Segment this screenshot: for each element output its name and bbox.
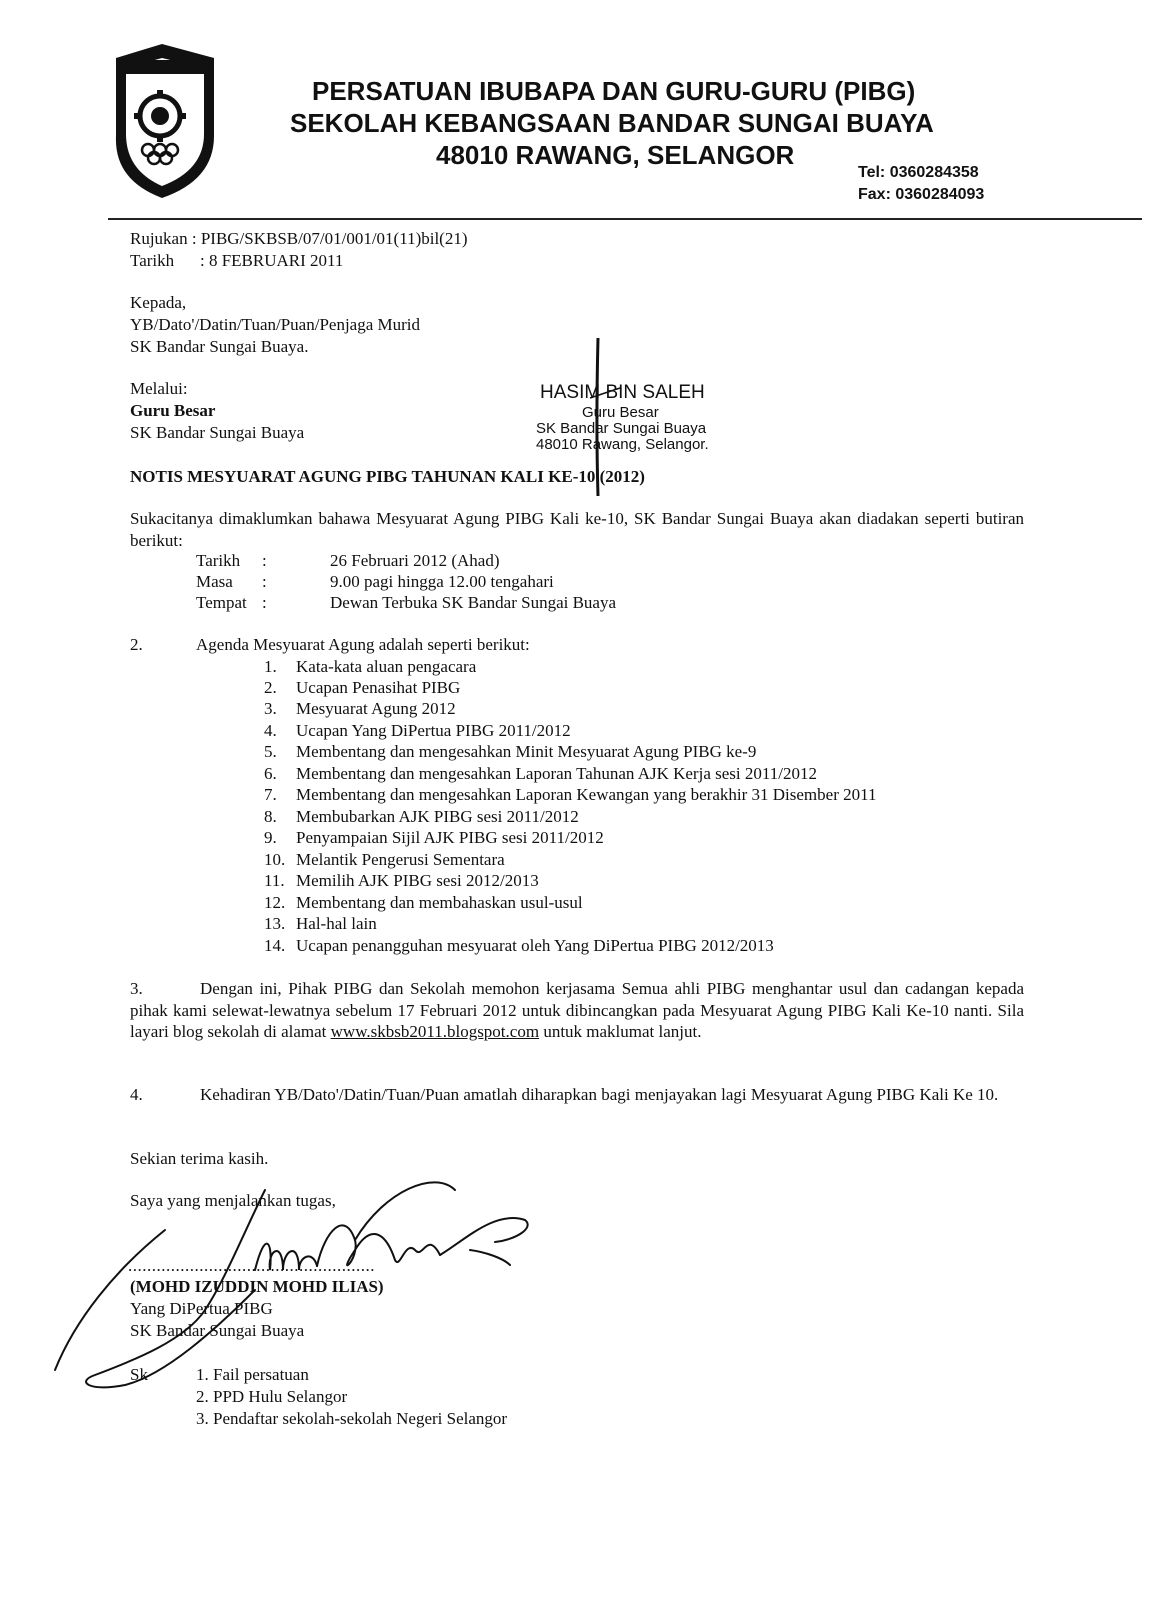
agenda-item-text: Ucapan penangguhan mesyuarat oleh Yang DiPertua PIBG 2012/2013 [296,936,774,955]
cc-label: Sk [130,1365,148,1384]
agenda-item-text: Melantik Pengerusi Sementara [296,850,505,869]
reference-number: Rujukan : PIBG/SKBSB/07/01/001/01(11)bil(21) [130,229,468,248]
notice-title: NOTIS MESYUARAT AGUNG PIBG TAHUNAN KALI KE-10 (2012) [130,467,645,486]
agenda-item-text: Ucapan Yang DiPertua PIBG 2011/2012 [296,721,571,740]
org-name-line1: PERSATUAN IBUBAPA DAN GURU-GURU (PIBG) [312,76,916,106]
stamp-address: 48010 Rawang, Selangor. [536,436,709,453]
agenda-item-text: Membubarkan AJK PIBG sesi 2011/2012 [296,807,579,826]
agenda-item-number: 9. [264,828,277,847]
cc-item: 3. Pendaftar sekolah-sekolah Negeri Selangor [196,1409,508,1428]
detail-separator: : [262,593,267,612]
detail-value: 26 Februari 2012 (Ahad) [330,551,500,570]
agenda-item-text: Membentang dan mengesahkan Minit Mesyuarat Agung PIBG ke-9 [296,742,757,761]
header-divider [108,218,1142,220]
stamp-title: Guru Besar [582,404,659,421]
paragraph-text: Kehadiran YB/Dato'/Datin/Tuan/Puan amatlah diharapkan bagi menjayakan lagi Mesyuarat Agung PIBG Kali Ke 10. [200,1085,999,1104]
detail-separator: : [262,572,267,591]
detail-value: 9.00 pagi hingga 12.00 tengahari [330,572,554,591]
intro-paragraph: Sukacitanya dimaklumkan bahawa Mesyuarat Agung PIBG Kali ke-10, SK Bandar Sungai Buaya akan diadakan seperti butiran berikut: [130,509,1024,550]
agenda-item-text: Mesyuarat Agung 2012 [296,699,456,718]
agenda-item-text: Penyampaian Sijil AJK PIBG sesi 2011/2012 [296,828,604,847]
closing-saya: Saya yang menjalankan tugas, [130,1191,336,1210]
signer-school: SK Bandar Sungai Buaya [130,1321,305,1340]
agenda-item-number: 7. [264,785,277,804]
recipient-salutation: Kepada, [130,293,187,312]
paragraph-text: untuk maklumat lanjut. [539,1022,702,1041]
agenda-item-text: Kata-kata aluan pengacara [296,657,477,676]
detail-value: Dewan Terbuka SK Bandar Sungai Buaya [330,593,617,612]
detail-separator: : [262,551,267,570]
date-label: Tarikh [130,251,175,270]
via-school: SK Bandar Sungai Buaya [130,423,305,442]
signer-name: (MOHD IZUDDIN MOHD ILIAS) [130,1277,384,1296]
agenda-item-number: 2. [264,678,277,697]
paragraph-4 [130,1084,1024,1106]
agenda-item-text: Membentang dan membahaskan usul-usul [296,893,583,912]
tel-number: Tel: 0360284358 [858,164,979,181]
signature-dots: .................................................... [128,1256,375,1275]
initial-mark [580,338,620,498]
via-headmaster: Guru Besar [130,401,216,420]
paragraph-number: 3. [130,979,143,998]
detail-label: Masa [196,572,233,591]
detail-label: Tarikh [196,551,241,570]
agenda-item-number: 8. [264,807,277,826]
agenda-item-text: Memilih AJK PIBG sesi 2012/2013 [296,871,539,890]
agenda-intro: Agenda Mesyuarat Agung adalah seperti berikut: [196,635,530,654]
via-label: Melalui: [130,379,188,398]
agenda-item-number: 12. [264,893,286,912]
paragraph-3 [130,978,1024,1043]
agenda-item-text: Hal-hal lain [296,914,377,933]
agenda-item-number: 14. [264,936,286,955]
org-address: 48010 RAWANG, SELANGOR [436,140,795,170]
blog-link[interactable]: www.skbsb2011.blogspot.com [330,1022,540,1041]
detail-label: Tempat [196,593,247,612]
agenda-item-text: Membentang dan mengesahkan Laporan Tahunan AJK Kerja sesi 2011/2012 [296,764,817,783]
stamp-name: HASIM BIN SALEH [540,382,705,403]
agenda-item-number: 3. [264,699,277,718]
closing-thanks: Sekian terima kasih. [130,1149,269,1168]
cc-item: 1. Fail persatuan [196,1365,309,1384]
paragraph-text: Dengan ini, Pihak PIBG dan Sekolah memohon kerjasama Semua ahli PIBG menghantar usul dan cadangan kepada pihak kami selewat-lewatnya sebelum 17 Februari 2012 untuk dibincangkan pada Mesyuarat Agung PIBG Kali Ke-10 nanti. Sila layari blog sekolah di alamat [130,979,1024,1041]
date-value: : 8 FEBRUARI 2011 [200,251,344,270]
signer-title: Yang DiPertua PIBG [130,1299,273,1318]
agenda-item-text: Membentang dan mengesahkan Laporan Kewangan yang berakhir 31 Disember 2011 [296,785,877,804]
agenda-item-number: 4. [264,721,277,740]
fax-number: Fax: 0360284093 [858,186,985,203]
paragraph-number: 4. [130,1085,143,1104]
recipient-line1: YB/Dato'/Datin/Tuan/Puan/Penjaga Murid [130,315,421,334]
agenda-item-number: 13. [264,914,286,933]
cc-item: 2. PPD Hulu Selangor [196,1387,348,1406]
org-name-line2: SEKOLAH KEBANGSAAN BANDAR SUNGAI BUAYA [290,108,934,138]
agenda-item-text: Ucapan Penasihat PIBG [296,678,461,697]
agenda-item-number: 10. [264,850,286,869]
agenda-item-number: 1. [264,657,277,676]
agenda-number: 2. [130,635,143,654]
agenda-item-number: 11. [264,871,285,890]
school-logo [110,40,220,200]
agenda-item-number: 5. [264,742,277,761]
recipient-line2: SK Bandar Sungai Buaya. [130,337,309,356]
agenda-item-number: 6. [264,764,277,783]
stamp-school: SK Bandar Sungai Buaya [536,420,707,437]
